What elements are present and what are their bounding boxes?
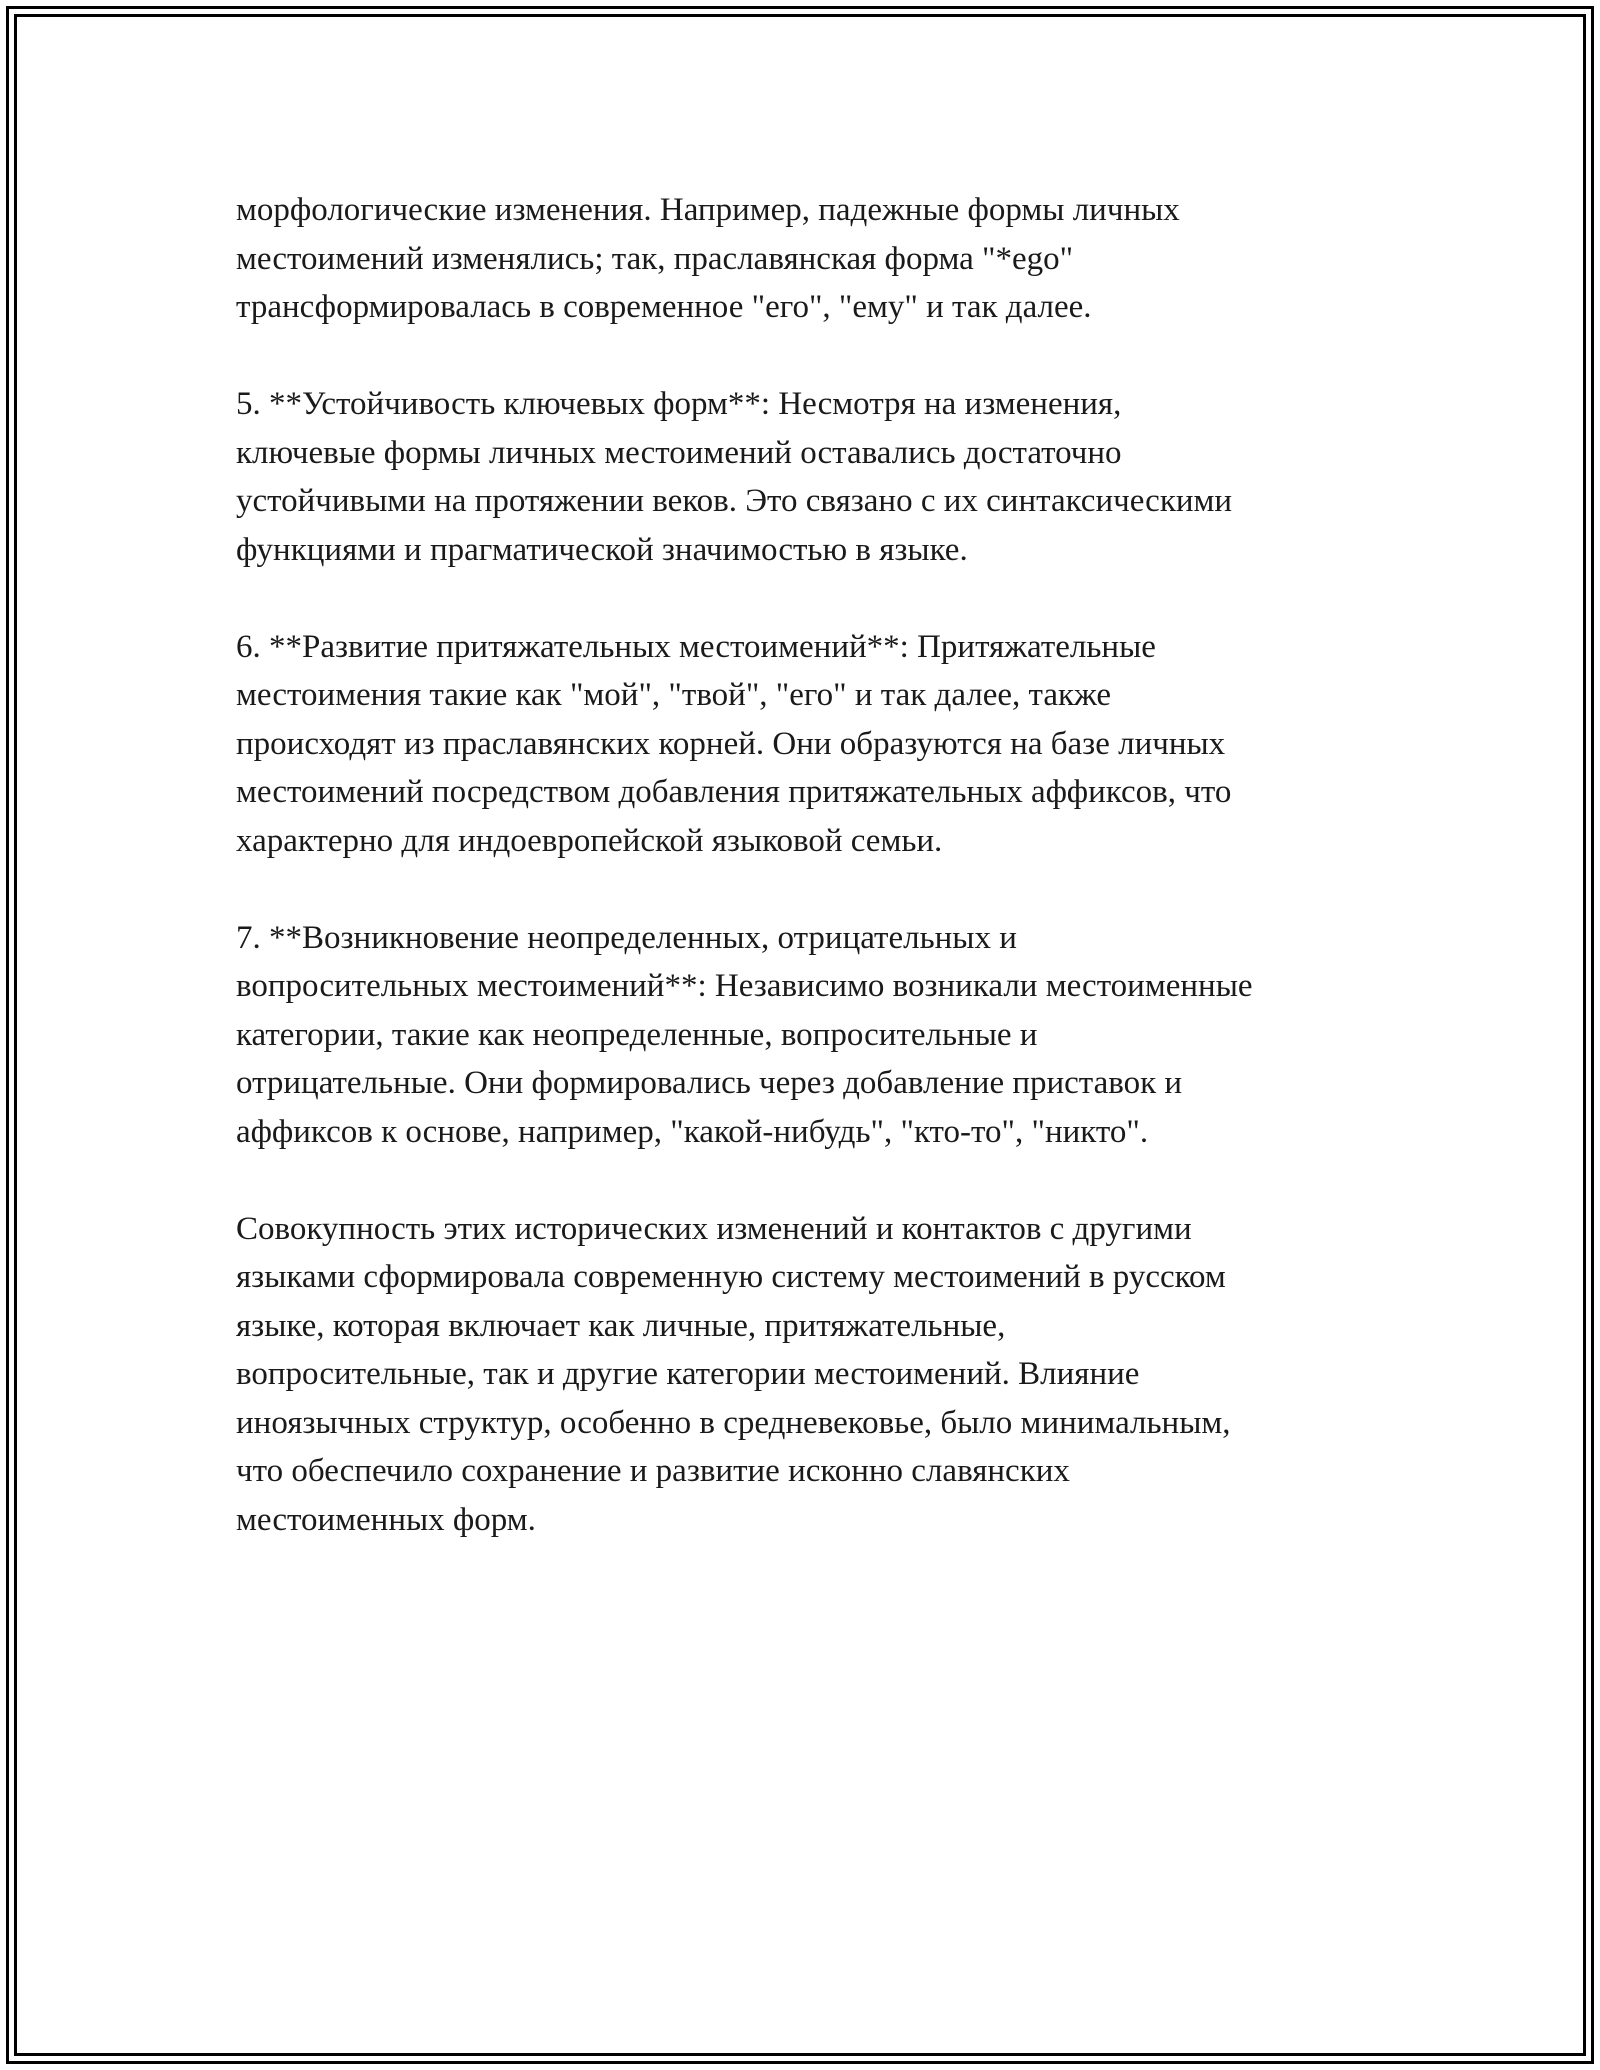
paragraph-item-5 (236, 380, 1416, 574)
paragraph-item-6 (236, 623, 1416, 866)
text-line: категории, такие как неопределенные, вопросительные и (236, 1016, 1038, 1053)
text-line: местоимений изменялись; так, праславянская форма "*ego" (236, 240, 1074, 277)
text-line: 6. **Развитие притяжательных местоимений**: Притяжательные (236, 628, 1156, 665)
text-line: вопросительных местоимений**: Независимо возникали местоименные (236, 968, 1253, 1004)
text-line: аффиксов к основе, например, "какой-нибудь", "кто-то", "никто". (236, 1113, 1149, 1150)
text-line: вопросительные, так и другие категории местоимений. Влияние (236, 1356, 1140, 1392)
text-line: языке, которая включает как личные, притяжательные, (236, 1307, 1006, 1344)
text-line: ключевые формы личных местоимений оставались достаточно (236, 434, 1122, 471)
text-line: иноязычных структур, особенно в средневековье, было минимальным, (236, 1404, 1231, 1441)
text-line: местоимений посредством добавления притяжательных аффиксов, что (236, 774, 1232, 810)
text-line: отрицательные. Они формировались через добавление приставок и (236, 1065, 1183, 1101)
text-line: языками сформировала современную систему местоимений в русском (236, 1259, 1226, 1295)
text-line: местоимения такие как "мой", "твой", "его" и так далее, также (236, 677, 1112, 713)
document-body (236, 186, 1416, 1593)
text-line: трансформировалась в современное "его", "ему" и так далее. (236, 289, 1092, 325)
text-line: 5. **Устойчивость ключевых форм**: Несмотря на изменения, (236, 386, 1122, 422)
text-line: функциями и прагматической значимостью в языке. (236, 531, 968, 568)
text-line: устойчивыми на протяжении веков. Это связано с их синтаксическими (236, 483, 1233, 519)
paragraph-item-7 (236, 914, 1416, 1157)
text-line: местоименных форм. (236, 1501, 536, 1538)
text-line: характерно для индоевропейской языковой семьи. (236, 822, 943, 859)
text-line: происходят из праславянских корней. Они образуются на базе личных (236, 725, 1226, 762)
text-line: что обеспечило сохранение и развитие исконно славянских (236, 1453, 1070, 1489)
paragraph-continuation (236, 186, 1416, 332)
text-line: 7. **Возникновение неопределенных, отрицательных и (236, 919, 1017, 956)
text-line: морфологические изменения. Например, падежные формы личных (236, 192, 1180, 228)
paragraph-conclusion (236, 1205, 1416, 1545)
text-line: Совокупность этих исторических изменений и контактов с другими (236, 1210, 1192, 1247)
